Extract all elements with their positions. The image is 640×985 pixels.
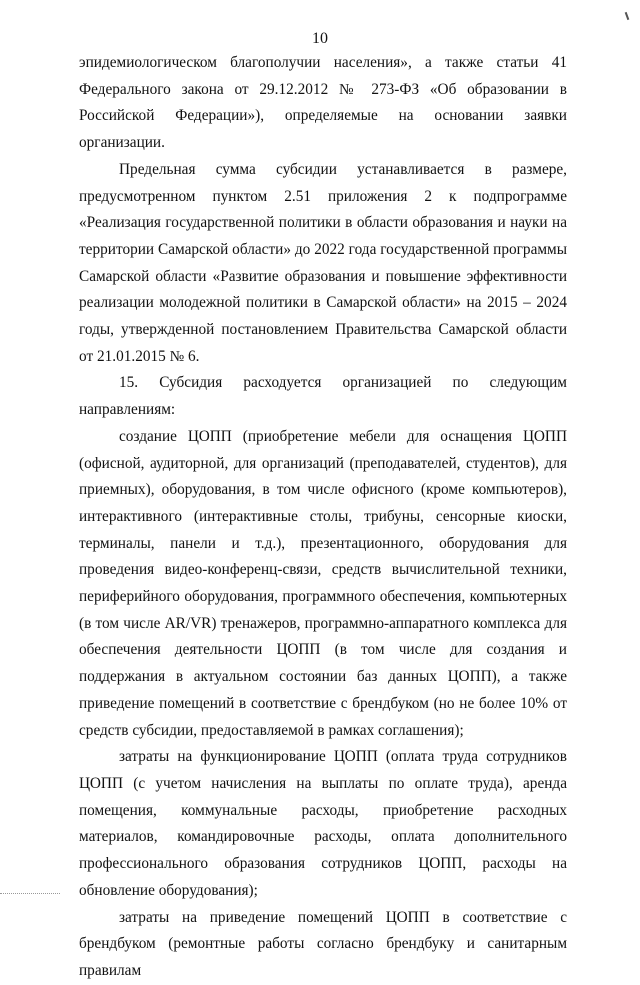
- scan-edge-line: [0, 893, 60, 895]
- paragraph-continuation: эпидемиологическом благополучии населения», а также статьи 41 Федерального закона от 29.12.2012 № 273-ФЗ «Об образовании в Российской Федерации»), определяемые на основании заявки организации.: [79, 54, 567, 152]
- scan-mark: [625, 12, 630, 20]
- paragraph-subsidy-limit: Предельная сумма субсидии устанавливается в размере, предусмотренном пунктом 2.51 приложения 2 к подпрограмме «Реализация государственной политики в области образования и науки на территории Самарской области» до 2022 года государственной программы Самарской области «Развитие образования и повышение эффективности реализации молодежной политики в Самарской области» на 2015 – 2024 годы, утвержденной постановлением Правительства Самарской области от 21.01.2015 № 6.: [79, 160, 567, 365]
- page-number: 10: [312, 30, 328, 47]
- paragraph-creation-copp: создание ЦОПП (приобретение мебели для оснащения ЦОПП (офисной, аудиторной, для организаций (преподавателей, студентов), для приемных), оборудования, в том числе офисного (кроме компьютеров), интерактивного (интерактивные столы, трибуны, сенсорные киоски, терминалы, панели и т.д.), презентационного, оборудования для проведения видео-конференц-связи, средств вычислительной техники, периферийного оборудования, программного обеспечения, компьютерных (в том числе AR/VR) тренажеров, программно-аппаратного комплекса для обеспечения деятельности ЦОПП (в том числе для создания и поддержания в актуальном состоянии баз данных ЦОПП), а также приведение помещений в соответствие с брендбуком (но не более 10% от средств субсидии, предоставляемой в рамках соглашения);: [79, 427, 567, 739]
- document-body: [79, 50, 567, 985]
- paragraph-branding-costs: затраты на приведение помещений ЦОПП в соответствие с брендбуком (ремонтные работы согласно брендбуку и санитарным правилам: [79, 908, 567, 979]
- paragraph-operating-costs: затраты на функционирование ЦОПП (оплата труда сотрудников ЦОПП (с учетом начисления на выплаты по оплате труда), аренда помещения, коммунальные расходы, приобретение расходных материалов, командировочные расходы, оплата дополнительного профессионального образования сотрудников ЦОПП, расходы на обновление оборудования);: [79, 748, 567, 899]
- paragraph-item-15: 15. Субсидия расходуется организацией по следующим направлениям:: [79, 374, 567, 419]
